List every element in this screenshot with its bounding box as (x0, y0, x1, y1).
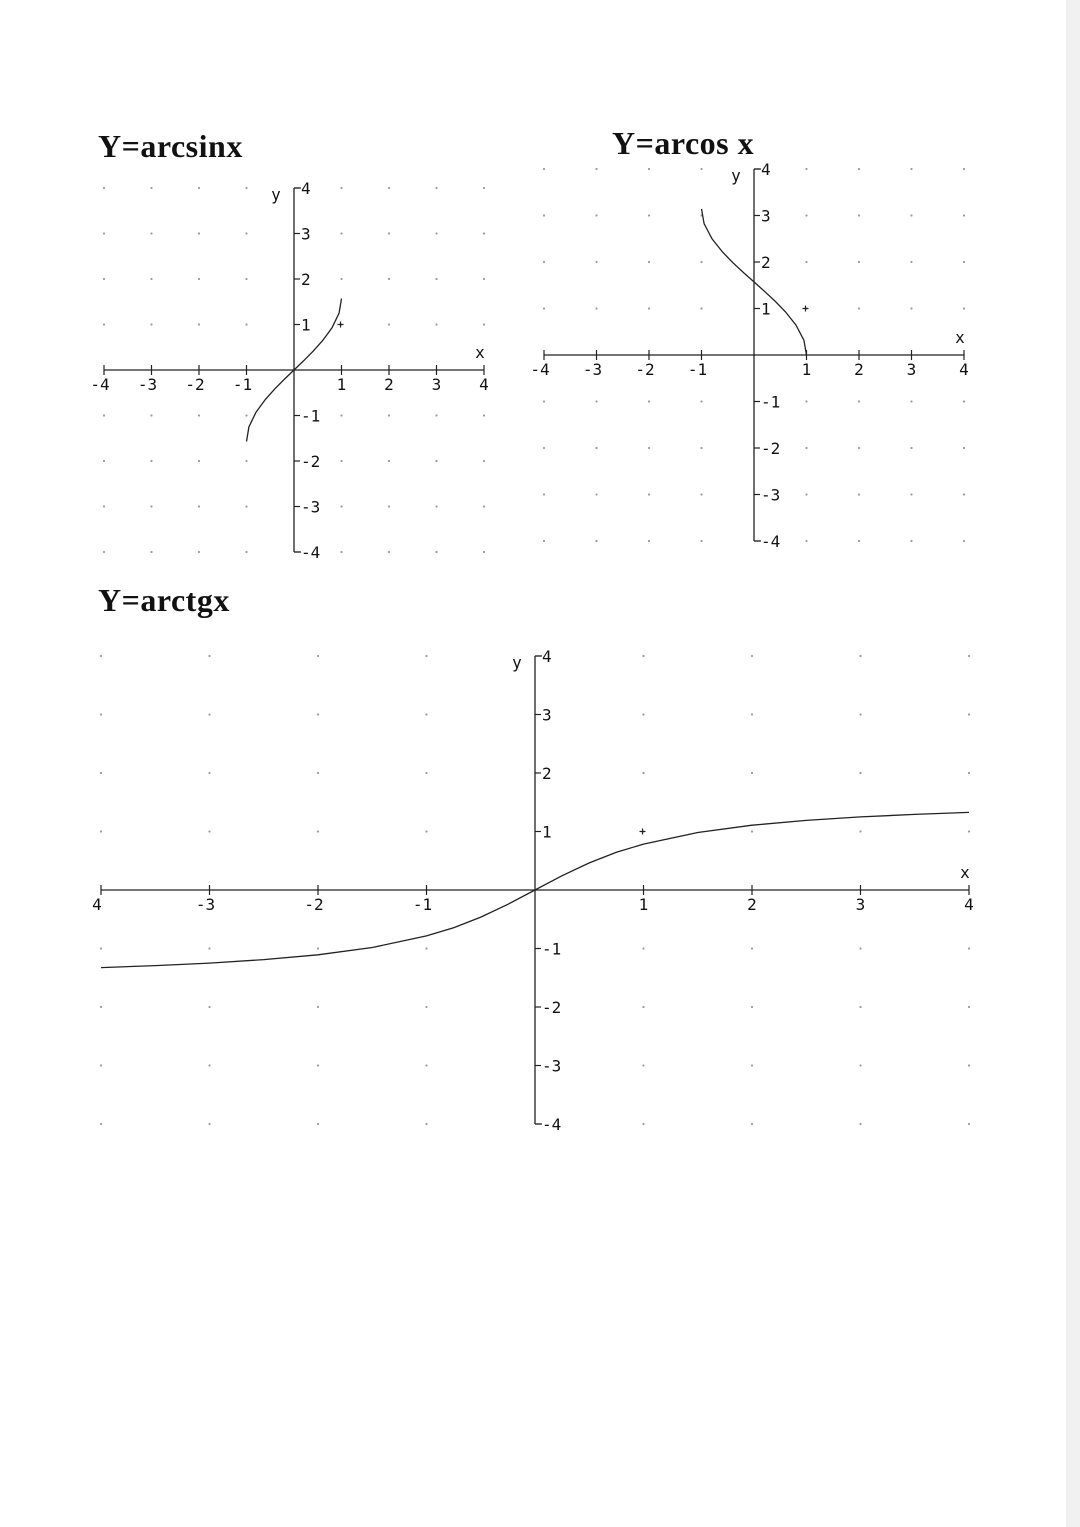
arctg-grid-dot (208, 655, 210, 657)
arctg-grid-dot (317, 713, 319, 715)
arccos-y-tick-label: -4 (761, 532, 781, 551)
arccos-grid-dot (858, 400, 860, 402)
arcsin-grid-dot (198, 414, 200, 416)
arcsin-x-tick-label: -3 (137, 375, 158, 394)
arcsin-grid-dot (198, 278, 200, 280)
arcsin-grid-dot (483, 414, 485, 416)
arcsin-grid-dot (340, 414, 342, 416)
arcsin-grid-dot (388, 187, 390, 189)
arctg-grid-dot (425, 772, 427, 774)
arccos-grid-dot (858, 493, 860, 495)
arctg-grid-dot (642, 655, 644, 657)
arccos-y-tick-label: -3 (761, 485, 781, 505)
arcsin-grid-dot (435, 551, 437, 553)
arccos-grid-dot (910, 168, 912, 170)
arcsin-grid-dot (483, 551, 485, 553)
arccos-y-tick-label: 1 (761, 299, 771, 319)
arctg-grid-dot (317, 1006, 319, 1008)
arccos-grid-dot (595, 168, 597, 170)
arccos-grid-dot (543, 261, 545, 263)
arctg-grid-dot (100, 1064, 102, 1066)
arcsin-grid-dot (198, 505, 200, 507)
arctg-x-tick-label: 4 (964, 895, 974, 914)
arctg-grid-dot (100, 1006, 102, 1008)
arccos-grid-dot (910, 214, 912, 216)
arccos-x-tick-label: -4 (530, 360, 550, 379)
arccos-grid-dot (700, 400, 702, 402)
arctg-grid-dot (208, 772, 210, 774)
arctg-grid-dot (859, 655, 861, 657)
arccos-x-tick-label: 1 (801, 360, 812, 379)
arcsin-y-tick-label: 2 (301, 270, 311, 289)
arctg-grid-dot (859, 713, 861, 715)
arctg-grid-dot (100, 713, 102, 715)
arccos-title: Y=arcos x (612, 125, 755, 161)
arcsin-grid-dot (198, 187, 200, 189)
arccos-grid-dot (910, 400, 912, 402)
arctg-y-tick-label: -3 (542, 1056, 562, 1076)
arctg-grid-dot (968, 713, 970, 715)
arccos-x-tick-label: -3 (582, 360, 603, 379)
arctg-grid-dot (642, 713, 644, 715)
arctg-x-tick-label: -2 (304, 895, 324, 914)
arctg-grid-dot (751, 713, 753, 715)
arccos-grid-dot (963, 540, 965, 542)
arcsin-y-tick-label: 3 (301, 224, 311, 244)
arccos-x-tick-label: 2 (854, 360, 864, 379)
arccos-grid-dot (858, 307, 860, 309)
arctg-grid-dot (859, 1064, 861, 1066)
arccos-grid-dot (858, 214, 860, 216)
arccos-grid-dot (595, 400, 597, 402)
arccos-grid-dot (858, 540, 860, 542)
arccos-grid-dot (648, 493, 650, 495)
arcsin-grid-dot (245, 414, 247, 416)
arcsin-grid-dot (483, 323, 485, 325)
arcsin-x-tick-label: 4 (479, 375, 489, 394)
arctg-grid-dot (100, 1123, 102, 1125)
arcsin-grid-dot (150, 278, 152, 280)
arcsin-grid-dot (150, 232, 152, 234)
arccos-grid-dot (595, 447, 597, 449)
arcsin-grid-dot (150, 551, 152, 553)
arccos-y-tick-label: 4 (761, 160, 771, 179)
arcsin-grid-dot (245, 323, 247, 325)
arcsin-grid-dot (435, 187, 437, 189)
arcsin-chart (90, 179, 488, 562)
arctg-grid-dot (751, 655, 753, 657)
arcsin-grid-dot (245, 460, 247, 462)
arctg-y-tick-label: -1 (542, 939, 562, 959)
arccos-grid-dot (700, 540, 702, 542)
arctg-grid-dot (425, 947, 427, 949)
arccos-grid-dot (963, 168, 965, 170)
arccos-x-tick-label: -1 (687, 360, 708, 379)
arcsin-grid-dot (435, 414, 437, 416)
arctg-grid-dot (968, 655, 970, 657)
arccos-grid-dot (910, 493, 912, 495)
arcsin-grid-dot (103, 323, 105, 325)
arctg-grid-dot (425, 713, 427, 715)
arccos-grid-dot (648, 400, 650, 402)
arcsin-title: Y=arcsinx (98, 128, 243, 164)
arcsin-y-tick-label: -3 (301, 497, 321, 517)
arcsin-grid-dot (245, 505, 247, 507)
arcsin-grid-dot (198, 323, 200, 325)
arctg-grid-dot (751, 772, 753, 774)
arctg-grid-dot (751, 1006, 753, 1008)
arccos-grid-dot (543, 214, 545, 216)
arccos-grid-dot (595, 307, 597, 309)
arccos-x-tick-label: 4 (959, 360, 969, 379)
arctg-grid-dot (751, 830, 753, 832)
arcsin-grid-dot (150, 505, 152, 507)
arctg-grid-dot (751, 1123, 753, 1125)
arctg-x-tick-label: 4 (92, 895, 102, 914)
arctg-grid-dot (208, 947, 210, 949)
arctg-grid-dot (208, 1064, 210, 1066)
arctg-grid-dot (425, 830, 427, 832)
arctg-grid-dot (859, 1123, 861, 1125)
arccos-chart (530, 160, 968, 551)
arctg-grid-dot (100, 830, 102, 832)
arccos-grid-dot (910, 261, 912, 263)
arccos-grid-dot (648, 168, 650, 170)
arcsin-grid-dot (483, 232, 485, 234)
arcsin-grid-dot (483, 460, 485, 462)
arccos-grid-dot (858, 447, 860, 449)
arctg-grid-dot (859, 772, 861, 774)
arccos-grid-dot (910, 307, 912, 309)
arctg-grid-dot (317, 772, 319, 774)
arccos-x-axis-label: x (955, 328, 965, 347)
arccos-grid-dot (700, 447, 702, 449)
arcsin-grid-dot (150, 414, 152, 416)
arccos-grid-dot (805, 400, 807, 402)
arcsin-grid-dot (103, 505, 105, 507)
arccos-x-tick-label: 3 (906, 360, 917, 379)
arccos-grid-dot (648, 261, 650, 263)
arctg-grid-dot (317, 830, 319, 832)
arccos-grid-dot (648, 447, 650, 449)
arcsin-grid-dot (340, 460, 342, 462)
arcsin-grid-dot (150, 187, 152, 189)
arctg-x-tick-label: -1 (412, 895, 433, 914)
arcsin-grid-dot (435, 323, 437, 325)
arctg-grid-dot (968, 1123, 970, 1125)
arccos-grid-dot (805, 493, 807, 495)
arctg-y-tick-label: 1 (542, 822, 552, 842)
arctg-x-tick-label: 2 (747, 895, 757, 914)
arcsin-grid-dot (245, 551, 247, 553)
arcsin-grid-dot (340, 278, 342, 280)
arcsin-x-tick-label: -4 (90, 375, 110, 394)
arccos-grid-dot (543, 307, 545, 309)
arctg-grid-dot (859, 830, 861, 832)
arccos-grid-dot (805, 540, 807, 542)
arccos-grid-dot (648, 214, 650, 216)
arccos-grid-dot (805, 214, 807, 216)
arcsin-x-axis-label: x (475, 343, 485, 362)
arcsin-grid-dot (388, 232, 390, 234)
arcsin-grid-dot (388, 551, 390, 553)
arccos-grid-dot (700, 307, 702, 309)
arcsin-grid-dot (103, 414, 105, 416)
arccos-grid-dot (963, 447, 965, 449)
arcsin-grid-dot (483, 187, 485, 189)
arccos-grid-dot (648, 540, 650, 542)
arctg-grid-dot (425, 1123, 427, 1125)
arcsin-y-tick-label: -4 (301, 543, 321, 562)
arctg-title: Y=arctgx (98, 582, 230, 618)
arccos-y-tick-label: 3 (761, 206, 771, 226)
arctg-y-tick-label: 2 (542, 764, 552, 783)
arctg-grid-dot (642, 1064, 644, 1066)
arctg-grid-dot (317, 947, 319, 949)
arcsin-grid-dot (435, 505, 437, 507)
arccos-grid-dot (543, 540, 545, 542)
arcsin-grid-dot (388, 323, 390, 325)
arccos-y-tick-label: 2 (761, 253, 771, 272)
arctg-grid-dot (100, 772, 102, 774)
arctg-y-tick-label: 3 (542, 705, 552, 725)
arcsin-y-axis-label: y (271, 185, 281, 204)
arcsin-grid-dot (245, 187, 247, 189)
arccos-grid-dot (595, 540, 597, 542)
arccos-y-tick-label: -2 (761, 439, 781, 458)
arcsin-y-tick-label: -2 (301, 452, 321, 471)
arcsin-grid-dot (483, 505, 485, 507)
arccos-grid-dot (805, 168, 807, 170)
arcsin-y-tick-label: 4 (301, 179, 311, 198)
arcsin-grid-dot (340, 232, 342, 234)
arctg-grid-dot (425, 655, 427, 657)
arctg-grid-dot (425, 1064, 427, 1066)
arcsin-x-tick-label: -1 (232, 375, 253, 394)
arcsin-grid-dot (198, 460, 200, 462)
arccos-grid-dot (543, 400, 545, 402)
arctg-grid-dot (859, 947, 861, 949)
arcsin-grid-dot (388, 414, 390, 416)
arctg-grid-dot (642, 947, 644, 949)
arcsin-grid-dot (388, 460, 390, 462)
arctg-grid-dot (317, 1123, 319, 1125)
arcsin-grid-dot (388, 505, 390, 507)
arccos-grid-dot (963, 214, 965, 216)
arccos-grid-dot (595, 493, 597, 495)
arccos-grid-dot (595, 214, 597, 216)
arcsin-grid-dot (388, 278, 390, 280)
arctg-grid-dot (751, 947, 753, 949)
arcsin-grid-dot (340, 187, 342, 189)
arcsin-grid-dot (340, 505, 342, 507)
arccos-grid-dot (805, 261, 807, 263)
arcsin-grid-dot (103, 232, 105, 234)
arctg-y-tick-label: -4 (542, 1115, 562, 1134)
arccos-grid-dot (805, 447, 807, 449)
arcsin-grid-dot (198, 232, 200, 234)
arctg-grid-dot (208, 713, 210, 715)
arctg-grid-dot (751, 1064, 753, 1066)
arctg-grid-dot (100, 947, 102, 949)
arccos-grid-dot (963, 493, 965, 495)
arcsin-x-tick-label: 2 (384, 375, 394, 394)
arctg-grid-dot (425, 1006, 427, 1008)
arctg-grid-dot (100, 655, 102, 657)
arccos-grid-dot (963, 261, 965, 263)
arccos-grid-dot (595, 261, 597, 263)
arccos-grid-dot (700, 493, 702, 495)
arctg-y-tick-label: 4 (542, 647, 552, 666)
arcsin-grid-dot (103, 187, 105, 189)
arctg-grid-dot (968, 830, 970, 832)
arctg-grid-dot (642, 1006, 644, 1008)
arcsin-x-tick-label: 3 (431, 375, 442, 394)
arcsin-y-tick-label: 1 (301, 315, 311, 335)
arctg-grid-dot (642, 1123, 644, 1125)
arccos-grid-dot (963, 307, 965, 309)
arccos-grid-dot (910, 447, 912, 449)
arctg-y-axis-label: y (512, 653, 522, 672)
arctg-y-tick-label: -2 (542, 998, 562, 1017)
arctg-x-axis-label: x (960, 863, 970, 882)
arcsin-grid-dot (103, 551, 105, 553)
arcsin-grid-dot (103, 278, 105, 280)
arcsin-grid-dot (198, 551, 200, 553)
arctg-x-tick-label: 1 (638, 895, 649, 914)
arctg-x-tick-label: 3 (855, 895, 866, 914)
arcsin-grid-dot (435, 232, 437, 234)
arctg-grid-dot (859, 1006, 861, 1008)
arcsin-grid-dot (435, 460, 437, 462)
arcsin-y-tick-label: -1 (301, 406, 321, 426)
arctg-grid-dot (317, 655, 319, 657)
arccos-y-tick-label: -1 (761, 392, 781, 412)
arccos-y-axis-label: y (731, 166, 741, 185)
arcsin-grid-dot (245, 278, 247, 280)
arccos-grid-dot (700, 261, 702, 263)
arcsin-grid-dot (340, 551, 342, 553)
arccos-grid-dot (858, 168, 860, 170)
arctg-grid-dot (208, 1006, 210, 1008)
arcsin-grid-dot (150, 323, 152, 325)
arccos-grid-dot (543, 168, 545, 170)
arcsin-grid-dot (483, 278, 485, 280)
arctg-grid-dot (208, 1123, 210, 1125)
arctg-grid-dot (968, 772, 970, 774)
arccos-grid-dot (543, 493, 545, 495)
arccos-grid-dot (963, 400, 965, 402)
arctg-grid-dot (968, 1006, 970, 1008)
arctg-grid-dot (642, 772, 644, 774)
arcsin-grid-dot (435, 278, 437, 280)
arccos-grid-dot (700, 168, 702, 170)
arcsin-grid-dot (150, 460, 152, 462)
arccos-x-tick-label: -2 (635, 360, 655, 379)
arccos-grid-dot (858, 261, 860, 263)
arctg-grid-dot (208, 830, 210, 832)
arcsin-x-tick-label: -2 (185, 375, 205, 394)
arccos-grid-dot (543, 447, 545, 449)
arctg-chart (92, 647, 974, 1134)
arctg-x-tick-label: -3 (195, 895, 216, 914)
arcsin-grid-dot (245, 232, 247, 234)
arctg-grid-dot (317, 1064, 319, 1066)
arctg-grid-dot (968, 1064, 970, 1066)
arccos-grid-dot (648, 307, 650, 309)
arcsin-grid-dot (103, 460, 105, 462)
arctg-grid-dot (968, 947, 970, 949)
arccos-grid-dot (910, 540, 912, 542)
arcsin-x-tick-label: 1 (336, 375, 347, 394)
